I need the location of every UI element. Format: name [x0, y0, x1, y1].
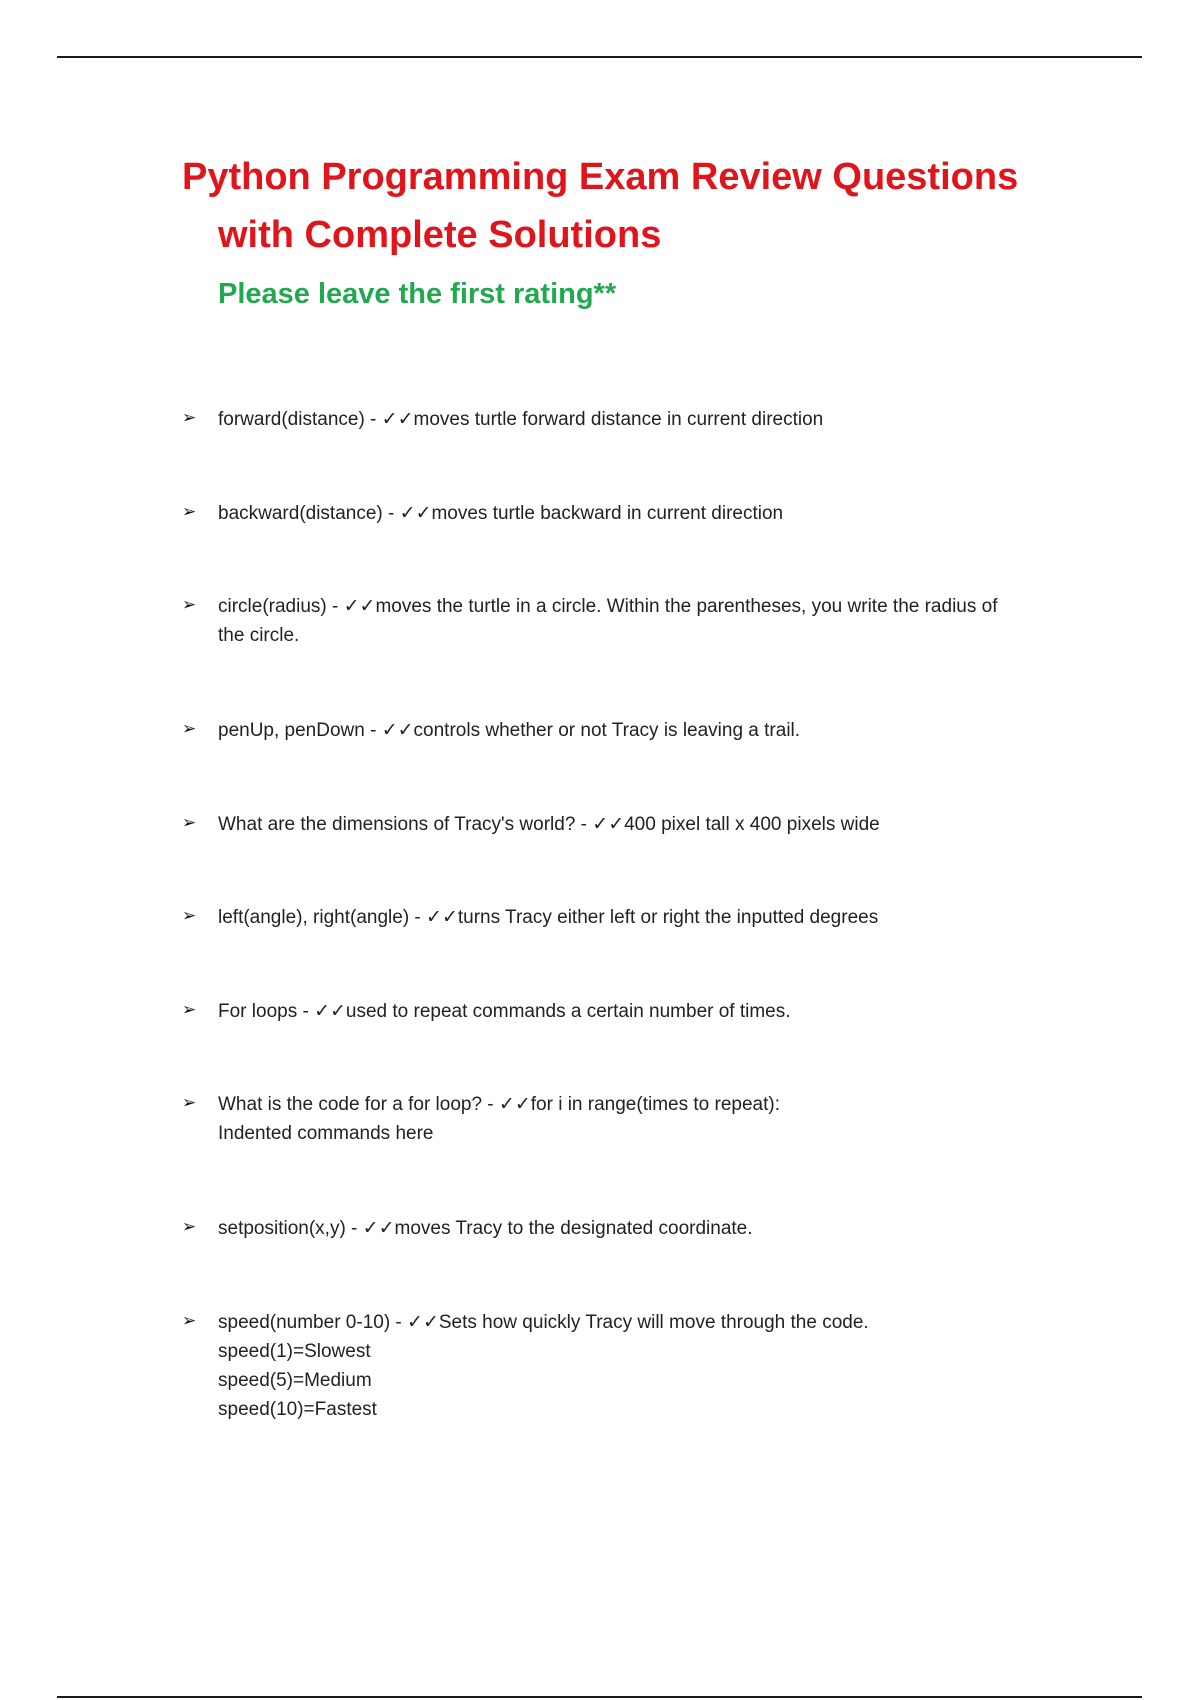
arrow-bullet-icon: ➢ [182, 1217, 197, 1236]
qa-text: speed(1)=Slowest [218, 1341, 371, 1362]
qa-text: speed(5)=Medium [218, 1370, 372, 1391]
qa-text: Indented commands here [218, 1123, 434, 1144]
qa-text: circle(radius) - ✓✓moves the turtle in a circle. Within the parentheses, you write the radius of [218, 596, 998, 617]
bottom-rule [57, 1696, 1142, 1698]
qa-text: setposition(x,y) - ✓✓moves Tracy to the designated coordinate. [218, 1218, 753, 1239]
qa-text: What is the code for a for loop? - ✓✓for i in range(times to repeat): [218, 1094, 780, 1115]
qa-text: What are the dimensions of Tracy's world? - ✓✓400 pixel tall x 400 pixels wide [218, 814, 880, 835]
qa-text: backward(distance) - ✓✓moves turtle backward in current direction [218, 503, 784, 524]
qa-text: the circle. [218, 625, 300, 646]
qa-text: left(angle), right(angle) - ✓✓turns Tracy either left or right the inputted degrees [218, 907, 879, 928]
arrow-bullet-icon: ➢ [182, 813, 197, 832]
qa-text: penUp, penDown - ✓✓controls whether or not Tracy is leaving a trail. [218, 720, 801, 741]
title-line-2: with Complete Solutions [218, 214, 662, 256]
title-line-1: Python Programming Exam Review Questions [182, 156, 1019, 198]
arrow-bullet-icon: ➢ [182, 719, 197, 738]
arrow-bullet-icon: ➢ [182, 408, 197, 427]
arrow-bullet-icon: ➢ [182, 906, 197, 925]
qa-text: For loops - ✓✓used to repeat commands a certain number of times. [218, 1001, 791, 1022]
arrow-bullet-icon: ➢ [182, 1093, 197, 1112]
qa-text: forward(distance) - ✓✓moves turtle forward distance in current direction [218, 409, 824, 430]
arrow-bullet-icon: ➢ [182, 1000, 197, 1019]
arrow-bullet-icon: ➢ [182, 502, 197, 521]
document-title [182, 148, 1082, 264]
arrow-bullet-icon: ➢ [182, 595, 197, 614]
qa-text: speed(10)=Fastest [218, 1399, 377, 1420]
rating-request: Please leave the first rating** [218, 278, 617, 310]
top-rule [57, 56, 1142, 58]
qa-text: speed(number 0-10) - ✓✓Sets how quickly Tracy will move through the code. [218, 1312, 869, 1333]
arrow-bullet-icon: ➢ [182, 1311, 197, 1330]
